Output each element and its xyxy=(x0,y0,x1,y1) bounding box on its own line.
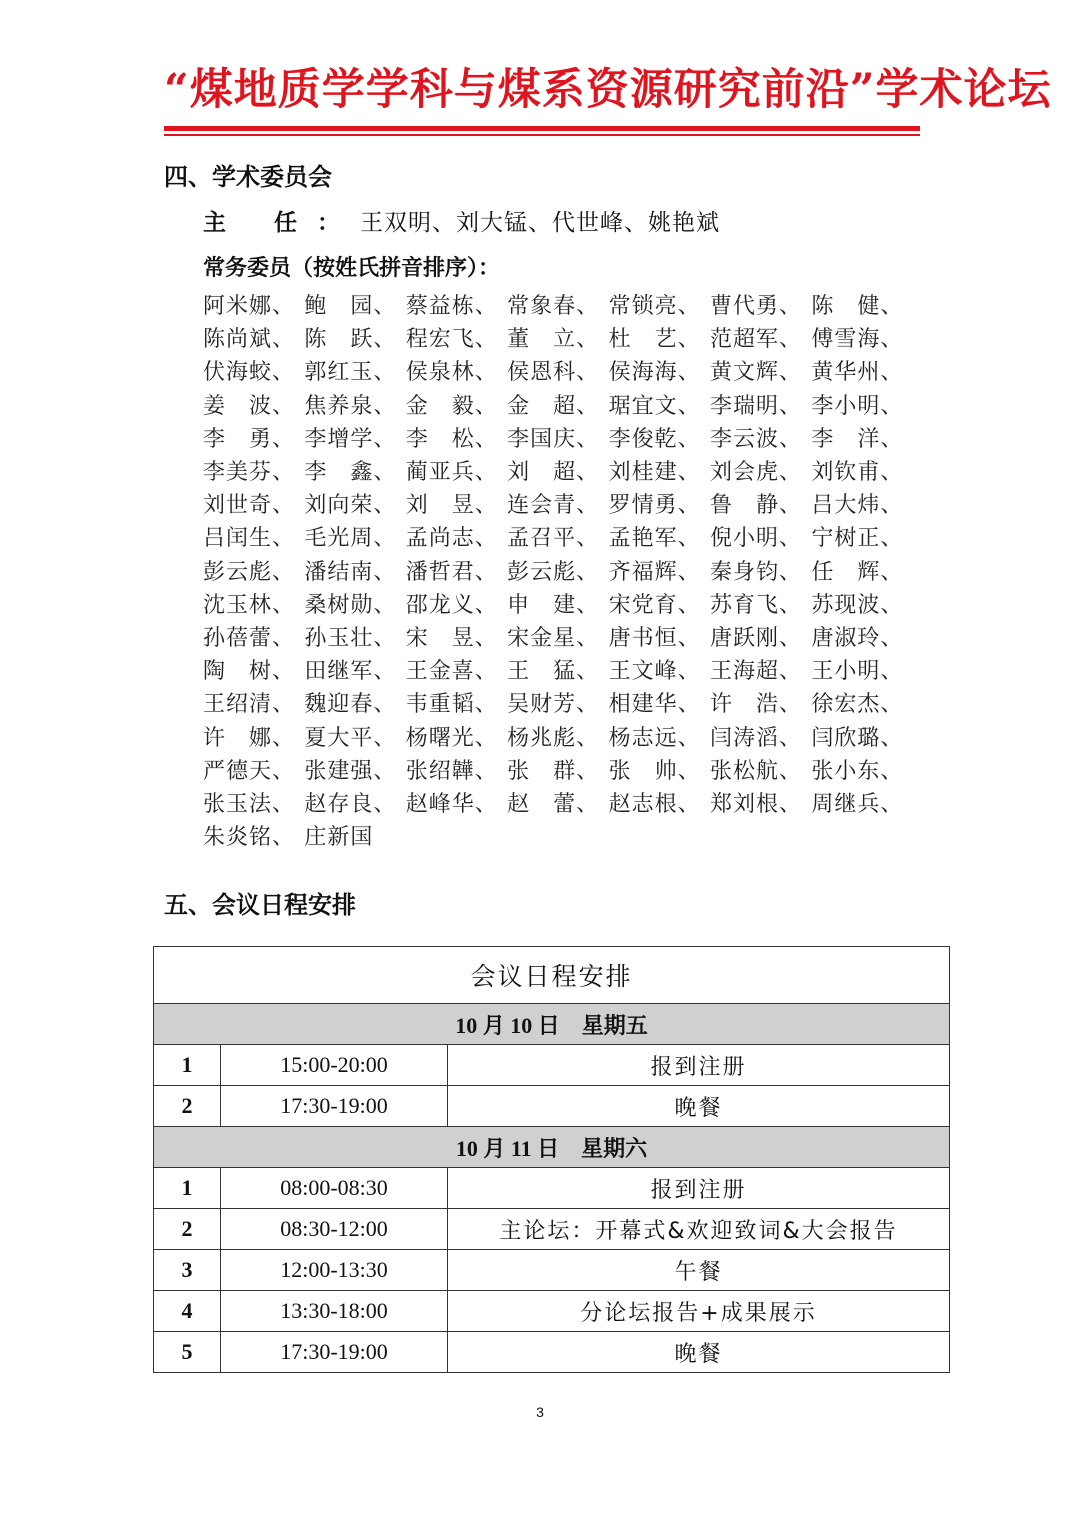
name-row xyxy=(203,653,923,686)
member-name: 毛光周、 xyxy=(304,526,397,552)
name-row xyxy=(203,354,923,387)
member-name: 李增学、 xyxy=(304,426,397,452)
member-name: 李 勇、 xyxy=(203,426,296,452)
member-name: 沈玉林、 xyxy=(203,592,296,618)
member-name: 许 娜、 xyxy=(203,725,296,751)
member-name: 蔡益栋、 xyxy=(405,294,498,320)
member-name: 范超军、 xyxy=(709,327,802,353)
member-name: 吕大炜、 xyxy=(811,493,904,519)
member-name: 张松航、 xyxy=(709,758,802,784)
member-name: 吴财芳、 xyxy=(507,692,600,718)
member-name: 韦重韬、 xyxy=(405,692,498,718)
member-name: 蔺亚兵、 xyxy=(405,460,498,486)
member-name: 陈尚斌、 xyxy=(203,327,296,353)
member-name: 赵志根、 xyxy=(608,791,701,817)
member-name: 侯海海、 xyxy=(608,360,701,386)
member-name: 赵存良、 xyxy=(304,791,397,817)
schedule-date-row xyxy=(154,1127,950,1168)
member-name: 赵峰华、 xyxy=(405,791,498,817)
header-rule-thick xyxy=(164,126,920,131)
member-name: 张 群、 xyxy=(507,758,600,784)
schedule-item-number: 1 xyxy=(154,1168,221,1209)
member-name: 张建强、 xyxy=(304,758,397,784)
schedule-table xyxy=(153,946,950,1373)
member-name: 李小明、 xyxy=(811,393,904,419)
member-name: 常锁亮、 xyxy=(608,294,701,320)
member-name: 闫欣璐、 xyxy=(811,725,904,751)
member-name: 李 松、 xyxy=(405,426,498,452)
member-name: 连会青、 xyxy=(507,493,600,519)
schedule-item-event: 报到注册 xyxy=(448,1168,950,1209)
schedule-item-event: 晚餐 xyxy=(448,1332,950,1373)
member-name: 李云波、 xyxy=(709,426,802,452)
standing-members-label: 常务委员（按姓氏拼音排序）： xyxy=(203,256,501,281)
schedule-item-number: 3 xyxy=(154,1250,221,1291)
member-name: 李国庆、 xyxy=(507,426,600,452)
member-name: 焦养泉、 xyxy=(304,393,397,419)
member-name: 倪小明、 xyxy=(709,526,802,552)
member-name: 陈 跃、 xyxy=(304,327,397,353)
schedule-item-number: 4 xyxy=(154,1291,221,1332)
schedule-item-time: 13:30-18:00 xyxy=(221,1291,448,1332)
member-name: 伏海蛟、 xyxy=(203,360,296,386)
member-name: 傅雪海、 xyxy=(811,327,904,353)
name-row xyxy=(203,554,923,587)
name-row xyxy=(203,587,923,620)
member-name: 黄文辉、 xyxy=(709,360,802,386)
member-name: 陈 健、 xyxy=(811,294,904,320)
member-name: 潘结南、 xyxy=(304,559,397,585)
schedule-item-row xyxy=(154,1250,950,1291)
name-row xyxy=(203,321,923,354)
name-row xyxy=(203,719,923,752)
member-name: 罗情勇、 xyxy=(608,493,701,519)
member-name: 田继军、 xyxy=(304,659,397,685)
member-name: 陶 树、 xyxy=(203,659,296,685)
name-row xyxy=(203,786,923,819)
member-name: 常象春、 xyxy=(507,294,600,320)
member-name: 申 建、 xyxy=(507,592,600,618)
schedule-date: 10 月 10 日 星期五 xyxy=(154,1004,950,1045)
member-name: 侯恩科、 xyxy=(507,360,600,386)
schedule-item-time: 17:30-19:00 xyxy=(221,1086,448,1127)
member-name: 琚宜文、 xyxy=(608,393,701,419)
member-name: 吕闰生、 xyxy=(203,526,296,552)
member-name: 彭云彪、 xyxy=(203,559,296,585)
name-row xyxy=(203,388,923,421)
schedule-item-row xyxy=(154,1209,950,1250)
member-name: 杨兆彪、 xyxy=(507,725,600,751)
director-line xyxy=(203,207,720,239)
member-name: 唐书恒、 xyxy=(608,625,701,651)
member-name: 桑树勋、 xyxy=(304,592,397,618)
member-name: 彭云彪、 xyxy=(507,559,600,585)
schedule-item-row xyxy=(154,1291,950,1332)
schedule-item-event: 午餐 xyxy=(448,1250,950,1291)
schedule-item-event: 主论坛：开幕式&欢迎致词&大会报告 xyxy=(448,1209,950,1250)
member-name: 程宏飞、 xyxy=(405,327,498,353)
name-row xyxy=(203,753,923,786)
member-name: 潘哲君、 xyxy=(405,559,498,585)
member-name: 张小东、 xyxy=(811,758,904,784)
member-name: 金 毅、 xyxy=(405,393,498,419)
schedule-item-number: 2 xyxy=(154,1209,221,1250)
member-name: 刘 超、 xyxy=(507,460,600,486)
member-name: 刘 昱、 xyxy=(405,493,498,519)
member-name: 刘世奇、 xyxy=(203,493,296,519)
member-name: 杨曙光、 xyxy=(405,725,498,751)
member-name: 姜 波、 xyxy=(203,393,296,419)
director-names: 王双明、刘大锰、代世峰、姚艳斌 xyxy=(360,210,721,236)
section-heading-schedule: 五、会议日程安排 xyxy=(164,891,356,919)
member-name: 孙蓓蕾、 xyxy=(203,625,296,651)
member-name: 夏大平、 xyxy=(304,725,397,751)
member-name: 朱炎铭、 xyxy=(203,825,296,851)
standing-members-list xyxy=(203,288,923,852)
schedule-item-number: 1 xyxy=(154,1045,221,1086)
schedule-item-event: 报到注册 xyxy=(448,1045,950,1086)
schedule-item-event: 分论坛报告+成果展示 xyxy=(448,1291,950,1332)
member-name: 宁树正、 xyxy=(811,526,904,552)
schedule-item-number: 2 xyxy=(154,1086,221,1127)
member-name: 苏现波、 xyxy=(811,592,904,618)
member-name: 齐福辉、 xyxy=(608,559,701,585)
member-name: 王文峰、 xyxy=(608,659,701,685)
member-name: 李 鑫、 xyxy=(304,460,397,486)
member-name: 黄华州、 xyxy=(811,360,904,386)
member-name: 孟召平、 xyxy=(507,526,600,552)
member-name: 金 超、 xyxy=(507,393,600,419)
page-number: 3 xyxy=(536,1404,544,1420)
member-name: 宋党育、 xyxy=(608,592,701,618)
schedule-item-time: 15:00-20:00 xyxy=(221,1045,448,1086)
member-name: 李俊乾、 xyxy=(608,426,701,452)
member-name: 宋 昱、 xyxy=(405,625,498,651)
member-name: 赵 蕾、 xyxy=(507,791,600,817)
schedule-item-row xyxy=(154,1086,950,1127)
member-name: 刘桂建、 xyxy=(608,460,701,486)
name-row xyxy=(203,487,923,520)
name-row xyxy=(203,288,923,321)
name-row xyxy=(203,819,923,852)
schedule-date: 10 月 11 日 星期六 xyxy=(154,1127,950,1168)
member-name: 李 洋、 xyxy=(811,426,904,452)
schedule-item-time: 12:00-13:30 xyxy=(221,1250,448,1291)
member-name: 宋金星、 xyxy=(507,625,600,651)
member-name: 邵龙义、 xyxy=(405,592,498,618)
member-name: 阿米娜、 xyxy=(203,294,296,320)
header-rule-thin xyxy=(164,134,920,136)
member-name: 鲁 静、 xyxy=(709,493,802,519)
member-name: 唐跃刚、 xyxy=(709,625,802,651)
member-name: 孟艳军、 xyxy=(608,526,701,552)
member-name: 李瑞明、 xyxy=(709,393,802,419)
member-name: 刘向荣、 xyxy=(304,493,397,519)
schedule-item-time: 08:30-12:00 xyxy=(221,1209,448,1250)
member-name: 张 帅、 xyxy=(608,758,701,784)
schedule-item-number: 5 xyxy=(154,1332,221,1373)
member-name: 庄新国 xyxy=(304,825,374,851)
member-name: 郑刘根、 xyxy=(709,791,802,817)
member-name: 徐宏杰、 xyxy=(811,692,904,718)
member-name: 董 立、 xyxy=(507,327,600,353)
member-name: 王小明、 xyxy=(811,659,904,685)
schedule-item-row xyxy=(154,1045,950,1086)
member-name: 王 猛、 xyxy=(507,659,600,685)
member-name: 严德天、 xyxy=(203,758,296,784)
schedule-title-row xyxy=(154,947,950,1004)
member-name: 刘钦甫、 xyxy=(811,460,904,486)
member-name: 张玉法、 xyxy=(203,791,296,817)
forum-title: “煤地质学学科与煤系资源研究前沿”学术论坛 xyxy=(164,65,1052,115)
member-name: 王金喜、 xyxy=(405,659,498,685)
member-name: 孙玉壮、 xyxy=(304,625,397,651)
member-name: 许 浩、 xyxy=(709,692,802,718)
member-name: 魏迎春、 xyxy=(304,692,397,718)
schedule-item-time: 08:00-08:30 xyxy=(221,1168,448,1209)
member-name: 杜 艺、 xyxy=(608,327,701,353)
schedule-item-event: 晚餐 xyxy=(448,1086,950,1127)
member-name: 鲍 园、 xyxy=(304,294,397,320)
member-name: 闫涛滔、 xyxy=(709,725,802,751)
member-name: 侯泉林、 xyxy=(405,360,498,386)
schedule-title: 会议日程安排 xyxy=(154,947,950,1004)
name-row xyxy=(203,520,923,553)
member-name: 周继兵、 xyxy=(811,791,904,817)
member-name: 刘会虎、 xyxy=(709,460,802,486)
section-heading-committee: 四、学术委员会 xyxy=(164,163,332,191)
member-name: 相建华、 xyxy=(608,692,701,718)
member-name: 郭红玉、 xyxy=(304,360,397,386)
member-name: 李美芬、 xyxy=(203,460,296,486)
member-name: 曹代勇、 xyxy=(709,294,802,320)
member-name: 王海超、 xyxy=(709,659,802,685)
member-name: 王绍清、 xyxy=(203,692,296,718)
member-name: 张绍韡、 xyxy=(405,758,498,784)
director-label: 主 任： xyxy=(203,210,361,236)
name-row xyxy=(203,421,923,454)
member-name: 苏育飞、 xyxy=(709,592,802,618)
name-row xyxy=(203,454,923,487)
member-name: 孟尚志、 xyxy=(405,526,498,552)
member-name: 唐淑玲、 xyxy=(811,625,904,651)
schedule-date-row xyxy=(154,1004,950,1045)
name-row xyxy=(203,620,923,653)
name-row xyxy=(203,686,923,719)
member-name: 杨志远、 xyxy=(608,725,701,751)
schedule-item-row xyxy=(154,1332,950,1373)
schedule-item-time: 17:30-19:00 xyxy=(221,1332,448,1373)
schedule-item-row xyxy=(154,1168,950,1209)
member-name: 任 辉、 xyxy=(811,559,904,585)
member-name: 秦身钧、 xyxy=(709,559,802,585)
